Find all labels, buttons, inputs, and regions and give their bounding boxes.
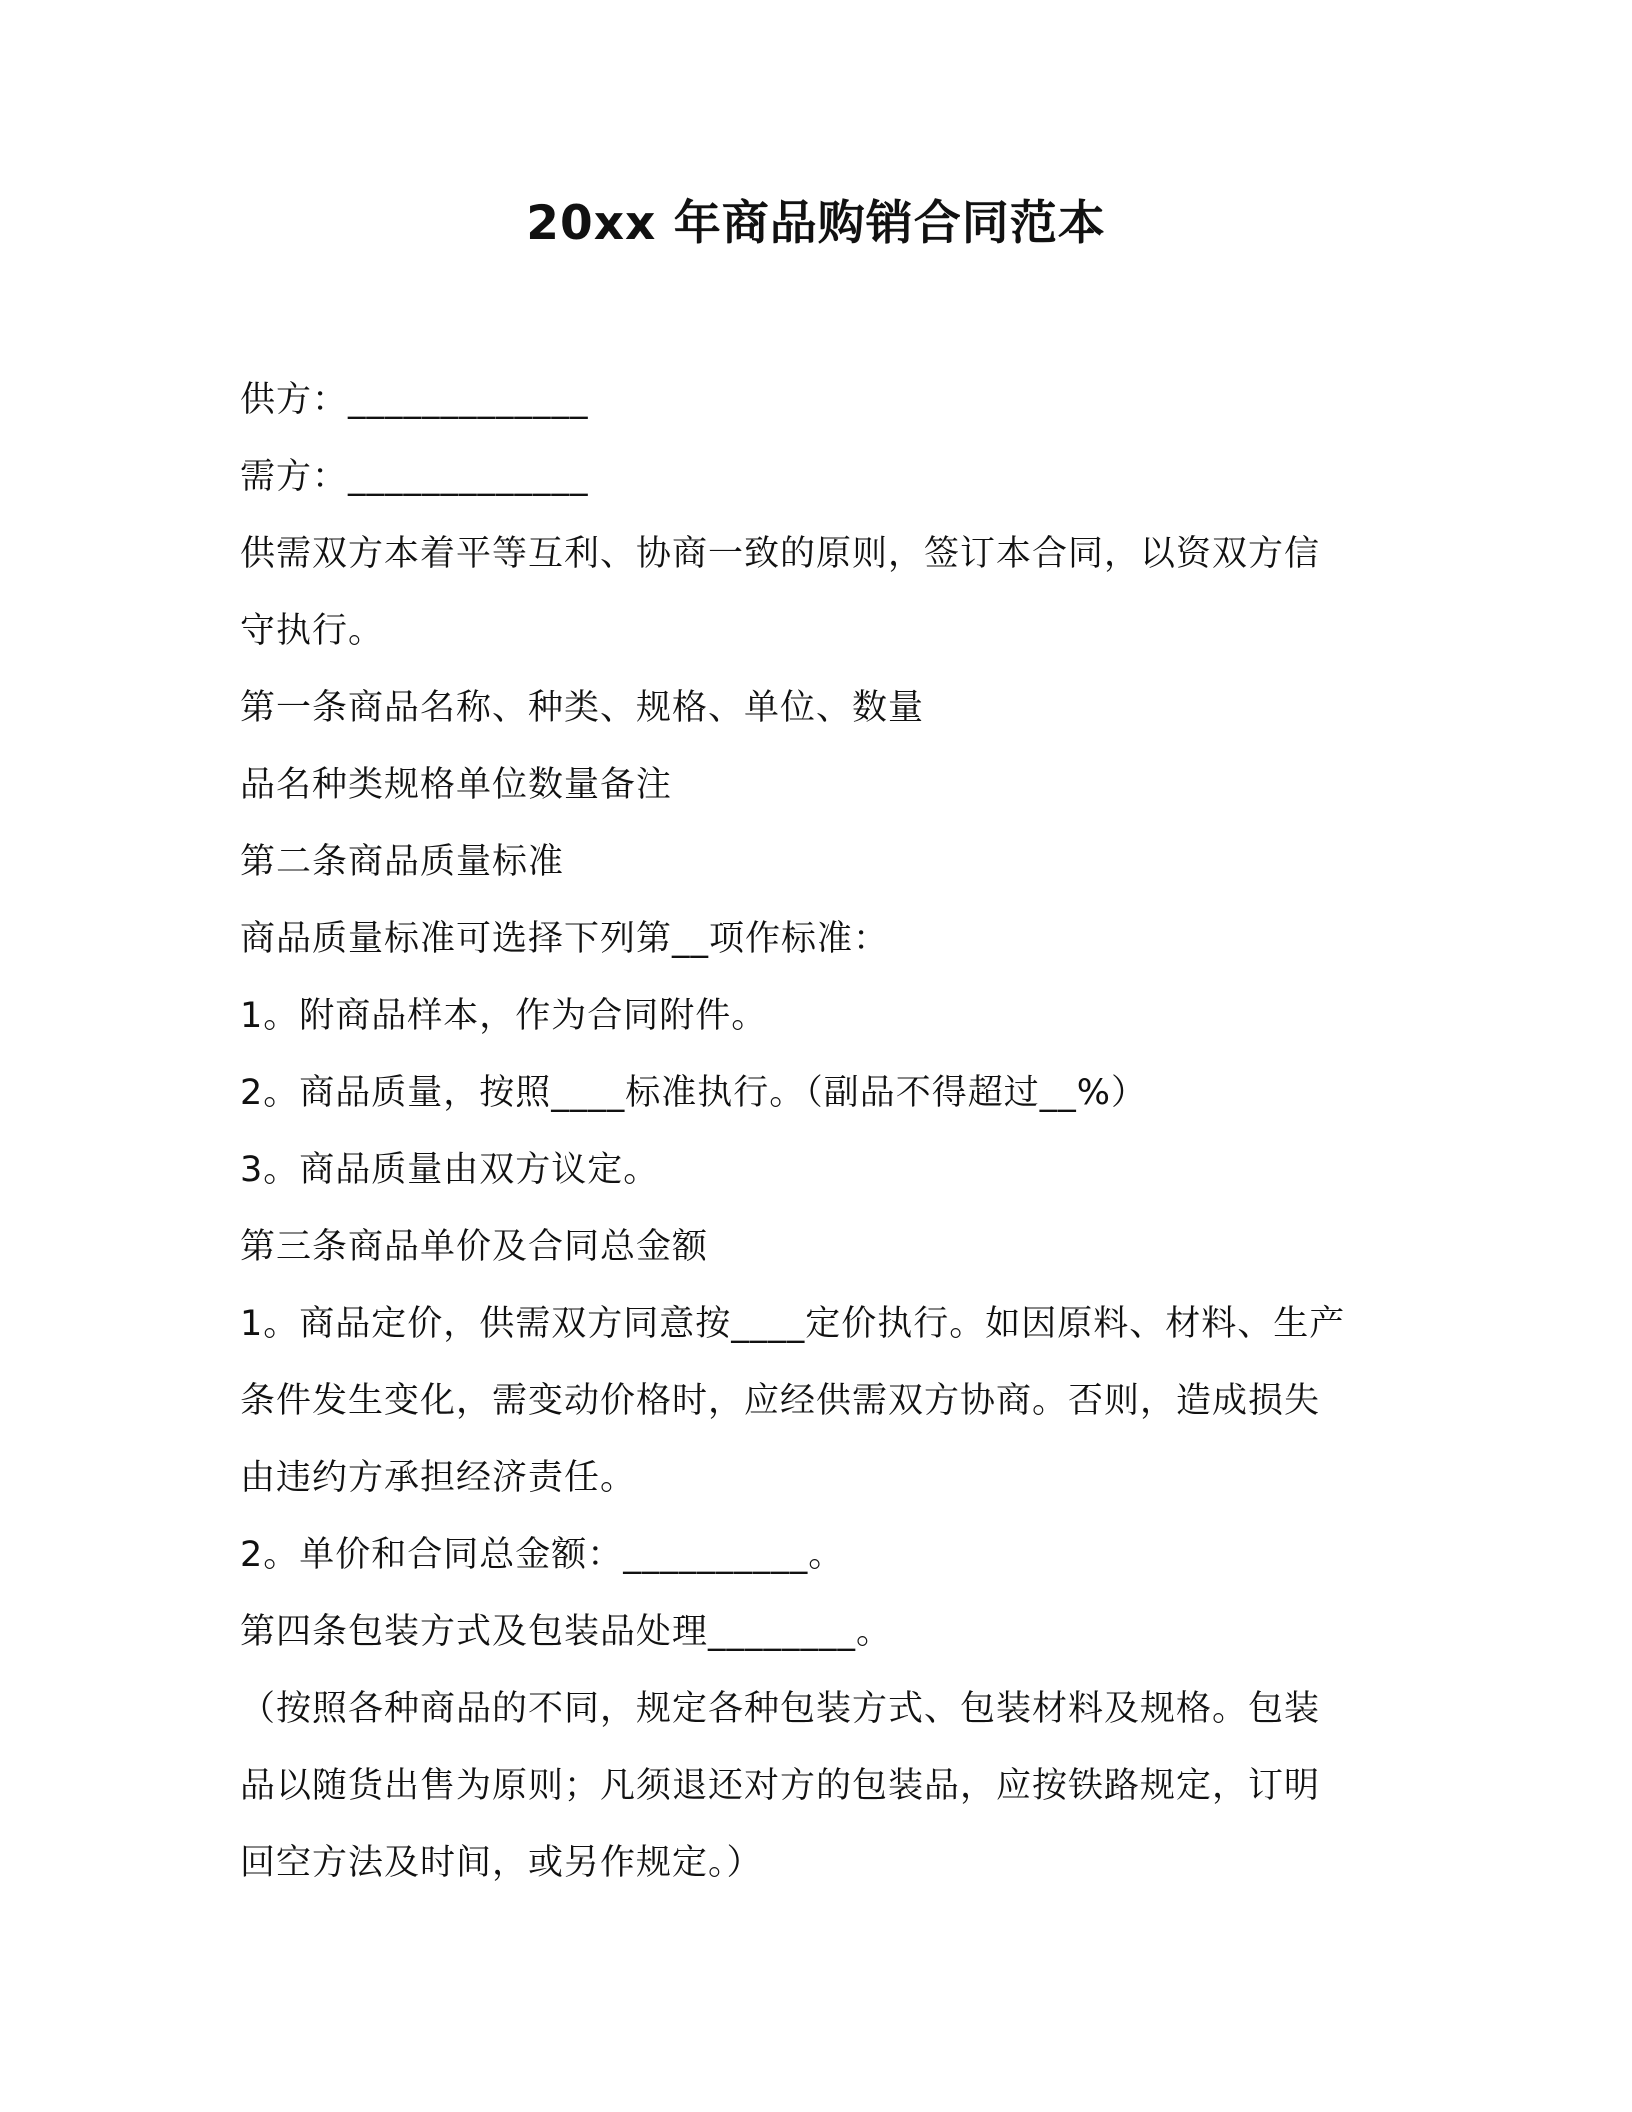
article-2-item-3: 3。商品质量由双方议定。 bbox=[240, 1150, 660, 1190]
article-4-note-line-2: 品以随货出售为原则；凡须退还对方的包装品，应按铁路规定，订明 bbox=[240, 1766, 1321, 1806]
document-title: 20xx 年商品购销合同范本 bbox=[526, 196, 1106, 251]
preamble-line-1: 供需双方本着平等互利、协商一致的原则，签订本合同，以资双方信 bbox=[240, 534, 1321, 574]
article-2-heading: 第二条商品质量标准 bbox=[240, 842, 565, 882]
article-2-item-2: 2。商品质量，按照____标准执行。（副品不得超过__%） bbox=[240, 1073, 1148, 1113]
article-4-note-line-3: 回空方法及时间，或另作规定。） bbox=[240, 1843, 763, 1883]
buyer-line: 需方：_____________ bbox=[240, 457, 589, 497]
article-4-heading: 第四条包装方式及包装品处理________。 bbox=[240, 1612, 893, 1652]
article-2-item-1: 1。附商品样本，作为合同附件。 bbox=[240, 996, 768, 1036]
article-3-item-2: 2。单价和合同总金额：__________。 bbox=[240, 1535, 845, 1575]
document-body bbox=[240, 362, 1420, 1902]
article-2-intro: 商品质量标准可选择下列第__项作标准： bbox=[240, 919, 890, 959]
article-3-heading: 第三条商品单价及合同总金额 bbox=[240, 1227, 709, 1267]
article-1-heading: 第一条商品名称、种类、规格、单位、数量 bbox=[240, 688, 925, 728]
preamble-line-2: 守执行。 bbox=[240, 611, 385, 651]
article-3-item-1-line-3: 由违约方承担经济责任。 bbox=[240, 1458, 637, 1498]
article-4-note-line-1: （按照各种商品的不同，规定各种包装方式、包装材料及规格。包装 bbox=[240, 1689, 1321, 1729]
supplier-line: 供方：_____________ bbox=[240, 380, 589, 420]
article-1-columns: 品名种类规格单位数量备注 bbox=[240, 765, 673, 805]
article-3-item-1-line-1: 1。商品定价，供需双方同意按____定价执行。如因原料、材料、生产 bbox=[240, 1304, 1346, 1344]
article-3-item-1-line-2: 条件发生变化，需变动价格时，应经供需双方协商。否则，造成损失 bbox=[240, 1381, 1321, 1421]
